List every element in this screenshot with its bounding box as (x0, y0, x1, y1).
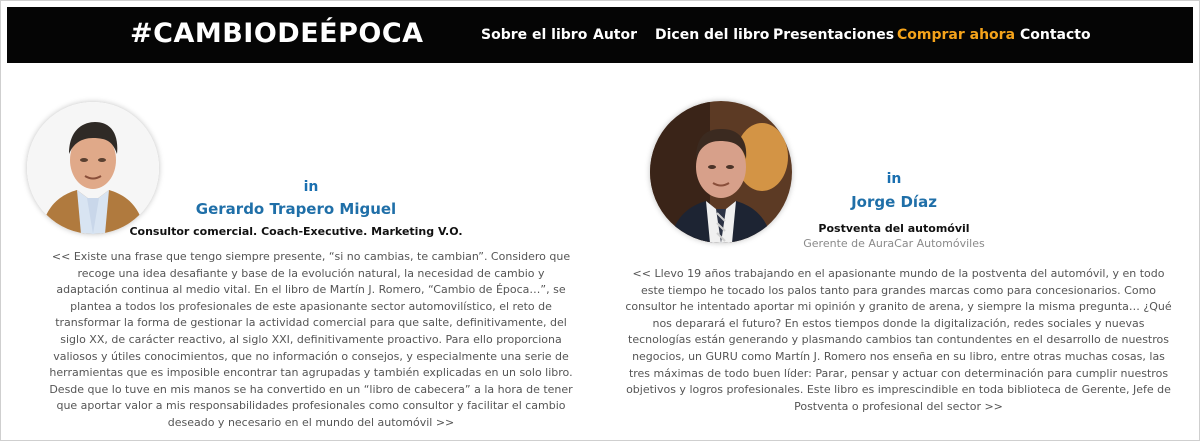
nav-dicen-del-libro[interactable]: Dicen del libro (655, 27, 770, 43)
testimonial-quote-gerardo: << Existe una frase que tengo siempre presente, “si no cambias, te cambian”. Considero que recoge una idea desafiante y base de la evolución natural, la necesidad de cambio y adaptación continua al medio vital. En el libro de Martín J. Romero, “Cambio de Época…”, se plantea a todos los profesionales de este apasionante sector automovilístico, el reto de transformar la forma de gestionar la actividad comercial para que salte, definitivamente, del siglo XX, de carácter reactivo, al siglo XXI, definitivamente proactivo. Para ello proporciona valiosos y útiles conocimientos, que no información o consejos, y especialmente una serie de herramientas que es imposible encontrar tan agrupadas y también explicadas en un solo libro. Desde que lo tuve en mis manos se ha convertido en un “libro de cabecera” a la hora de tener que aportar valor a mis responsabilidades profesionales como consultor y facilitar el cambio deseado y necesario en el mundo del automóvil >> (49, 250, 573, 429)
testimonial-name-gerardo[interactable]: Gerardo Trapero Miguel (195, 200, 397, 218)
top-navbar (7, 7, 1193, 63)
testimonial-quote-jorge: << Llevo 19 años trabajando en el apasionante mundo de la postventa del automóvil, y en todo este tiempo he tocado los palos tanto para grandes marcas como para concesionarios. Como consultor he intentado aportar mi opinión y granito de arena, y siempre la misma pregunta… ¿Qué nos deparará el futuro? En estos tiempos donde la digitalización, redes sociales y nuevas tecnologías están generando y plasmando cambios tan contundentes en el desarrollo de nuestros negocios, un GURU como Martín J. Romero nos enseña en su libro, entre otras muchas cosas, las tres máximas de todo buen líder: Parar, pensar y actuar con determinación para cumplir nuestros objetivos y logros profesionales. Este libro es imprescindible en toda biblioteca de Gerente, Jefe de Postventa o profesional del sector >> (625, 267, 1172, 413)
site-logo[interactable]: #CAMBIODEÉPOCA (130, 18, 424, 49)
avatar-gerardo (27, 102, 159, 234)
linkedin-icon[interactable]: in (303, 179, 319, 195)
portrait-photo-icon (27, 102, 159, 234)
nav-comprar-ahora[interactable]: Comprar ahora (897, 27, 1016, 43)
testimonial-name-jorge[interactable]: Jorge Díaz (851, 193, 937, 211)
nav-autor[interactable]: Autor (593, 27, 638, 43)
nav-sobre-el-libro[interactable]: Sobre el libro (481, 27, 588, 43)
linkedin-icon[interactable]: in (886, 171, 902, 187)
testimonial-company-jorge: Gerente de AuraCar Automóviles (803, 237, 985, 250)
testimonial-role-gerardo: Consultor comercial. Coach-Executive. Marketing V.O. (129, 225, 463, 238)
testimonial-role-jorge: Postventa del automóvil (818, 222, 970, 235)
nav-presentaciones[interactable]: Presentaciones (773, 27, 895, 43)
nav-contacto[interactable]: Contacto (1020, 27, 1091, 43)
